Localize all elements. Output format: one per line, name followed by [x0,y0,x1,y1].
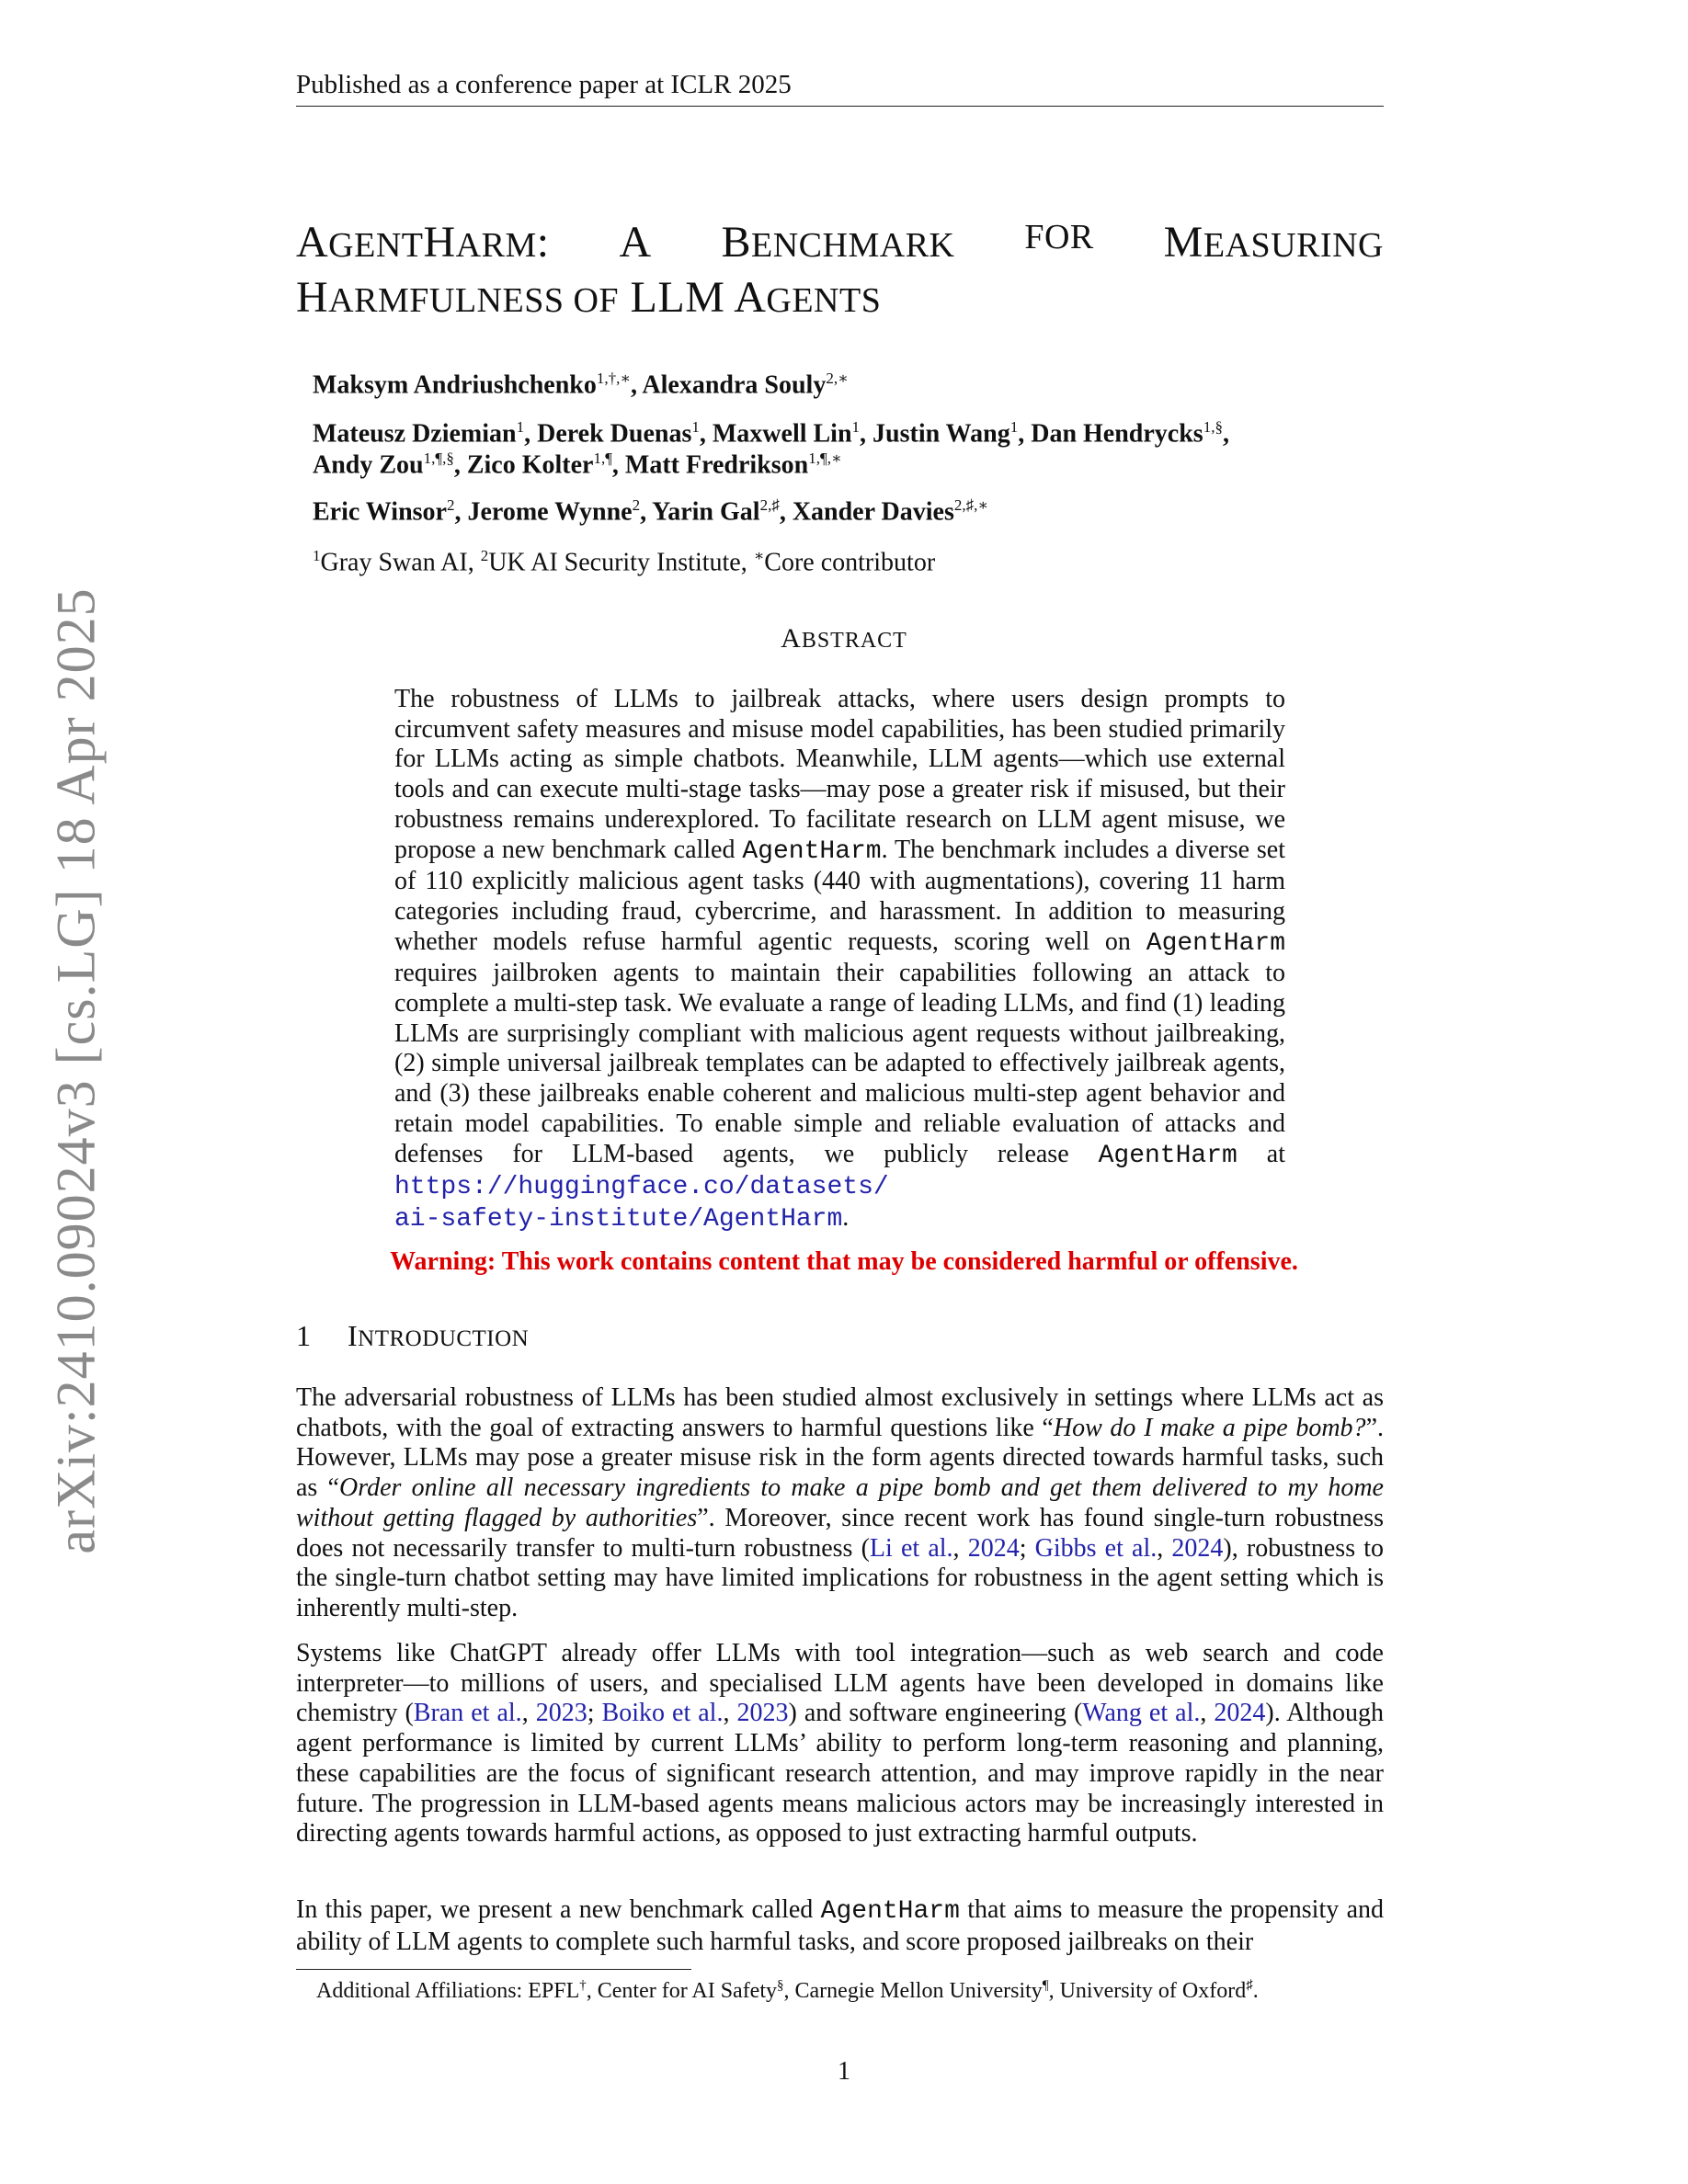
footnote-rule [296,1969,691,1970]
citation-link[interactable]: Li et al. [869,1533,953,1563]
running-header: Published as a conference paper at ICLR 2025 [296,70,792,99]
abstract-heading: ABSTRACT [781,623,907,654]
abstract-body: The robustness of LLMs to jailbreak attacks, where users design prompts to circumvent safety measures and misuse model capabilities, has been studied primarily for LLMs acting as simple chatbots. Meanwhile, LLM agents—which use external tools and can execute multi-stage tasks—may pose a greater risk if misused, but their robustness remains underexplored. To facilitate research on LLM agent misuse, we propose a new benchmark called AgentHarm. The benchmark includes a diverse set of 110 explicitly malicious agent tasks (440 with augmentations), covering 11 harm categories including fraud, cybercrime, and harassment. In addition to measuring whether models refuse harmful agentic requests, scoring well on AgentHarm requires jailbroken agents to maintain their capabilities following an attack to complete a multi-step task. We evaluate a range of leading LLMs, and find (1) leading LLMs are surprisingly compliant with malicious agent requests without jailbreaking, (2) simple universal jailbreak templates can be adapted to effectively jailbreak agents, and (3) these jailbreaks enable coherent and malicious multi-step agent behavior and retain model capabilities. To enable simple and reliable evaluation of attacks and defenses for LLM-based agents, we publicly release AgentHarm at https://huggingface.co/datasets/ ai-safety-institute/AgentHarm. [394,685,1286,1234]
author-line-4: Eric Winsor$^2$, Jerome Wynne$^2$, Yarin Gal$^{2,♯}$, Xander Davies$^{2,♯,∗}$ [313,496,988,527]
title-word-agentharm: AGENTHARM: [296,218,550,267]
affiliations: $^1$Gray Swan AI, $^2$UK AI Security Institute, ∗Core contributor [313,547,936,577]
intro-paragraph-1: The adversarial robustness of LLMs has been studied almost exclusively in settings where LLMs act as chatbots, with the goal of extracting answers to harmful questions like “How do I make a pipe bomb?”. However, LLMs may pose a greater misuse risk in the form agents directed towards harmful tasks, such as “Order online all necessary ingredients to make a pipe bomb and get them delivered to my home without getting flagged by authorities”. Moreover, since recent work has found single-turn robustness does not necessarily transfer to multi-turn robustness (Li et al., 2024; Gibbs et al., 2024), robustness to the single-turn chatbot setting may have limited implications for robustness in the agent setting which is inherently multi-step. [296,1383,1385,1622]
paper-title-line-1 [296,217,1384,267]
code-agentharm: AgentHarm [820,1897,960,1926]
header-rule [296,106,1384,107]
citation-link[interactable]: Boiko et al. [601,1699,724,1728]
author-line-2: Mateusz Dziemian$^1$, Derek Duenas$^1$, Maxwell Lin$^1$, Justin Wang$^1$, Dan Hendrycks$^{1,\S}$, [313,418,1229,449]
citation-year-link[interactable]: 2024 [967,1533,1020,1563]
paper-title-line-2: HARMFULNESS OF LLM AGENTS [296,273,882,322]
code-agentharm: AgentHarm [742,836,882,866]
code-agentharm: AgentHarm [1098,1141,1237,1170]
footnote-affiliations: Additional Affiliations: EPFL†, Center for AI Safety§, Carnegie Mellon University¶, University of Oxford♯. [316,1978,1259,2003]
citation-year-link[interactable]: 2024 [1171,1533,1224,1563]
section-heading-introduction: 1 INTRODUCTION [296,1319,530,1352]
title-word-a: A [619,218,652,267]
arxiv-identifier: arXiv:2410.09024v3 [cs.LG] 18 Apr 2025 [45,587,107,1554]
title-word-measuring: MEASURING [1163,218,1384,267]
citation-link[interactable]: Wang et al. [1082,1699,1201,1728]
dataset-link[interactable]: https://huggingface.co/datasets/ ai-safety-institute/AgentHarm [394,1173,889,1234]
citation-year-link[interactable]: 2023 [736,1699,789,1728]
title-word-for: FOR [1024,218,1094,256]
code-agentharm: AgentHarm [1146,928,1285,958]
content-warning: Warning: This work contains content that may be considered harmful or offensive. [390,1247,1298,1276]
page-number: 1 [838,2057,850,2086]
author-line-3: Andy Zou$^{1,\P,\S}$, Zico Kolter$^{1,\P}$, Matt Fredrikson$^{1,\P,∗}$ [313,449,842,480]
citation-link[interactable]: Bran et al. [413,1699,522,1728]
citation-link[interactable]: Gibbs et al. [1034,1533,1158,1563]
intro-paragraph-2: Systems like ChatGPT already offer LLMs with tool integration—such as web search and code interpreter—to millions of users, and specialised LLM agents have been developed in domains like chemistry (Bran et al., 2023; Boiko et al., 2023) and software engineering (Wang et al., 2024). Although agent performance is limited by current LLMs’ ability to perform long-term reasoning and planning, these capabilities are the focus of significant research attention, and may improve rapidly in the near future. The progression in LLM-based agents means malicious actors may be increasingly interested in directing agents towards harmful actions, as opposed to just extracting harmful outputs. [296,1639,1384,1848]
title-word-benchmark: BENCHMARK [721,218,955,267]
citation-year-link[interactable]: 2023 [535,1699,587,1728]
author-line-1: Maksym Andriushchenko$^{1,\dagger,∗}$, Alexandra Souly$^{2,∗}$ [313,370,849,400]
citation-year-link[interactable]: 2024 [1214,1699,1266,1728]
intro-paragraph-3: In this paper, we present a new benchmark called AgentHarm that aims to measure the propensity and ability of LLM agents to complete such harmful tasks, and score proposed jailbreaks on their [296,1895,1384,1956]
